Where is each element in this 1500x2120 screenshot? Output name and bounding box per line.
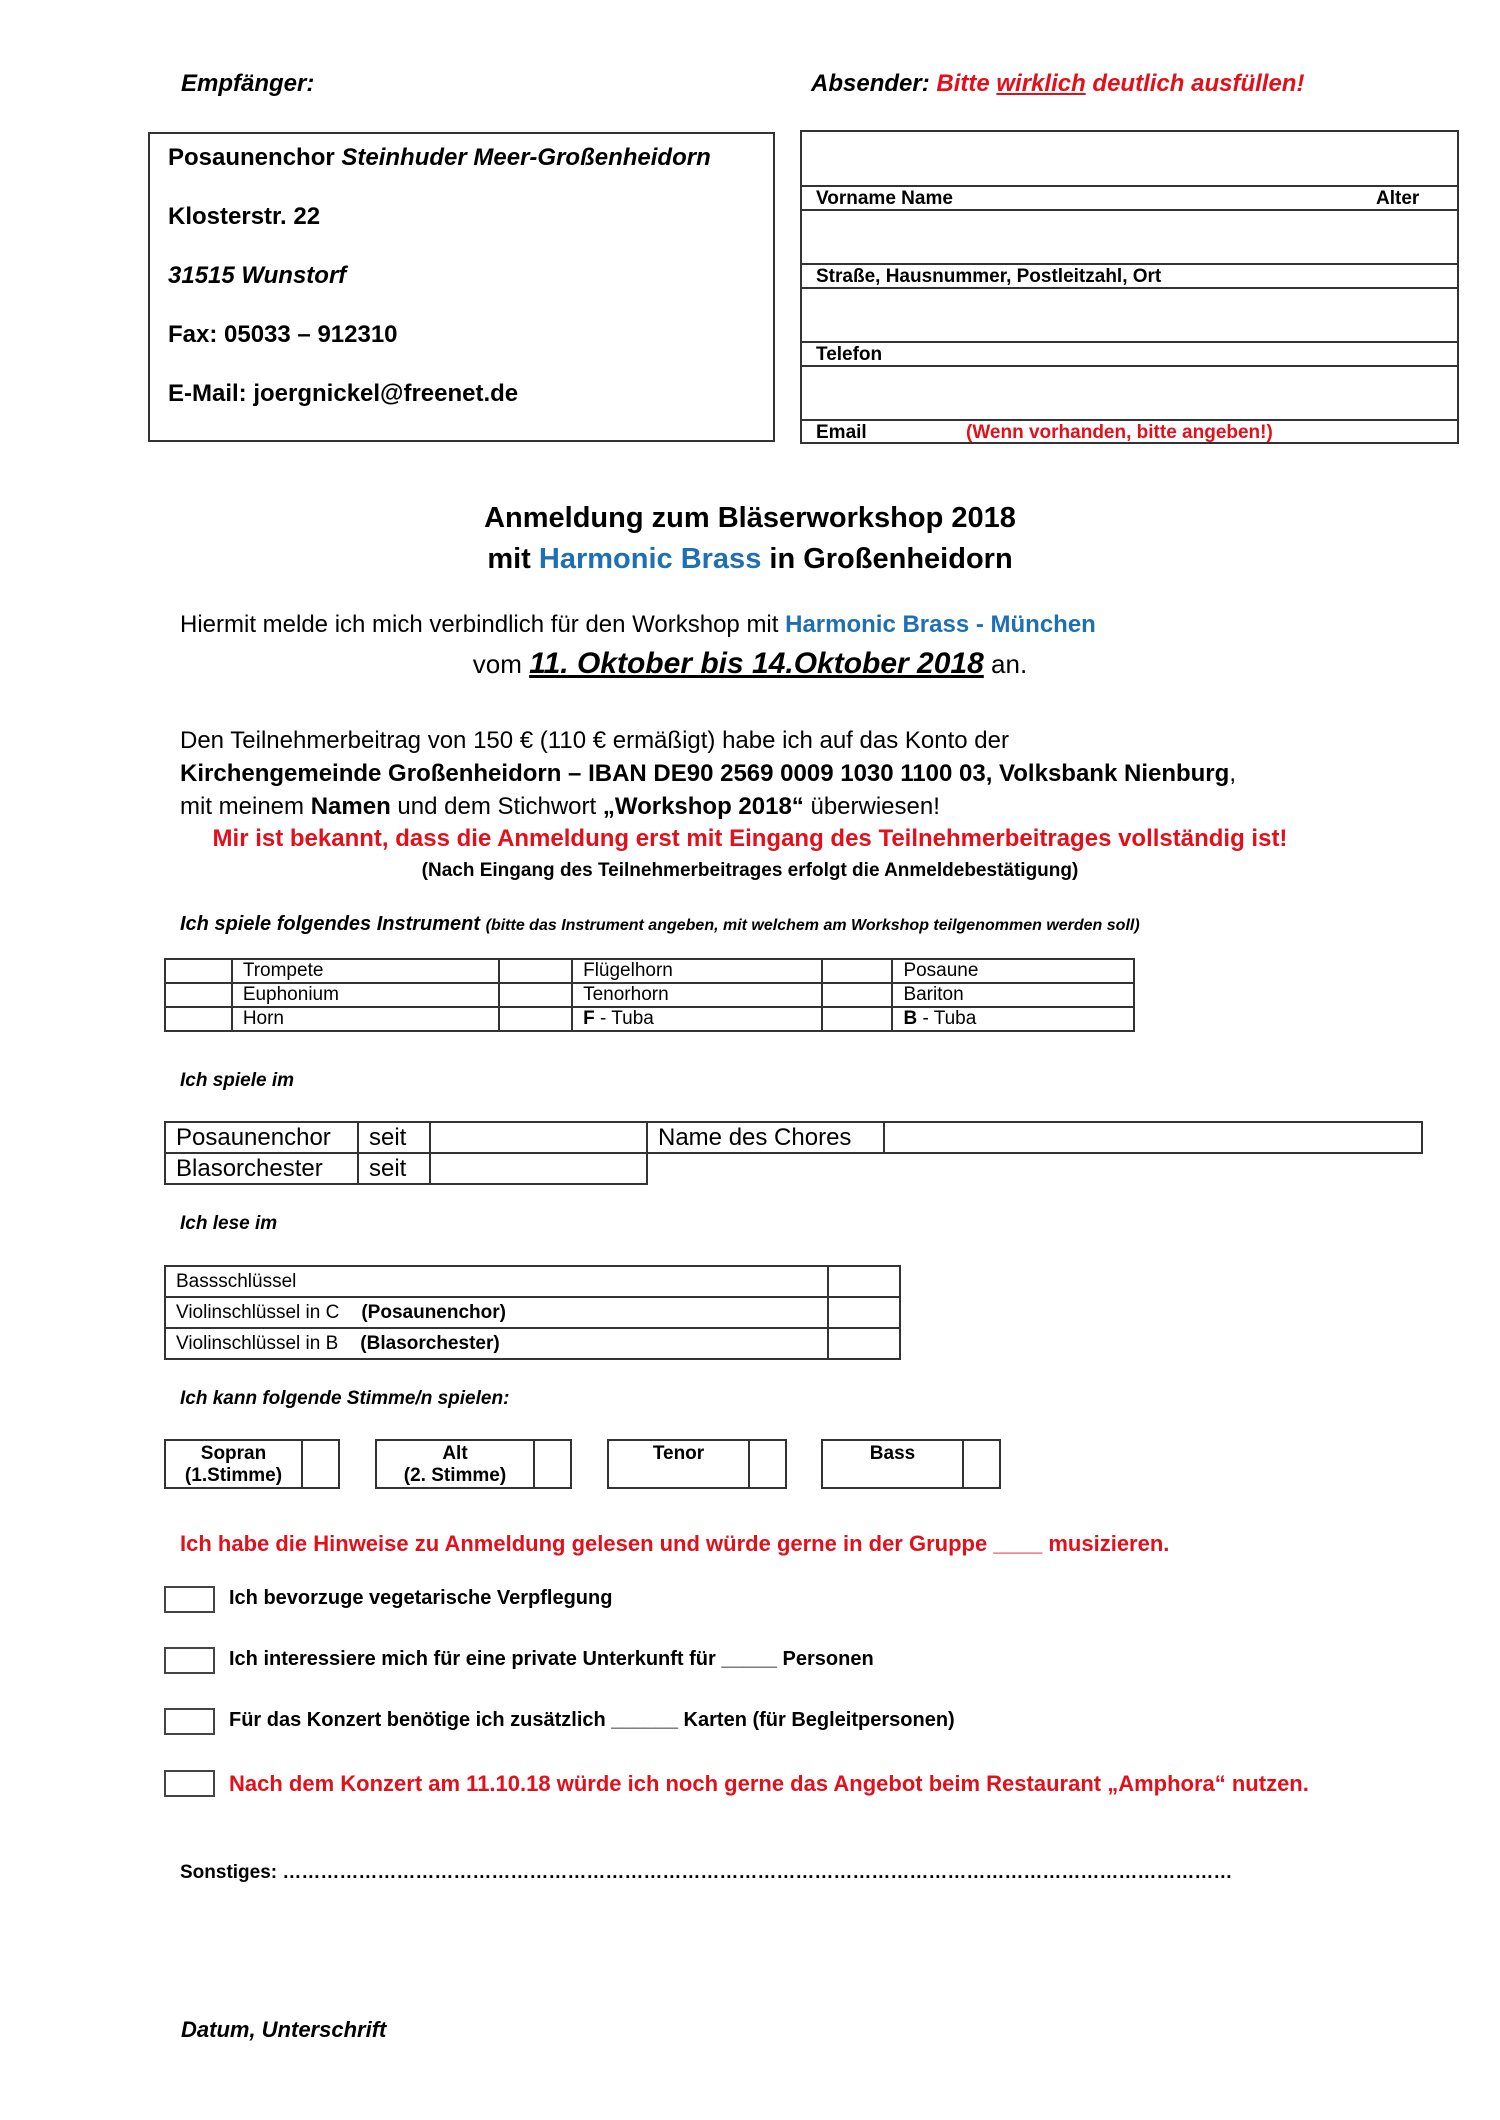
voices-heading: Ich kann folgende Stimme/n spielen:	[180, 1388, 510, 1409]
voice-checkbox[interactable]	[535, 1441, 570, 1487]
intro-text: Hiermit melde ich mich verbindlich für den Workshop mit Harmonic Brass - München	[180, 611, 1096, 638]
sender-form	[800, 130, 1459, 444]
choir-name-table	[646, 1121, 1423, 1154]
recipient-fax: Fax: 05033 – 912310	[168, 321, 398, 348]
choir-name-input[interactable]	[884, 1122, 1422, 1153]
recipient-city: 31515 Wunstorf	[168, 262, 347, 289]
misc-field[interactable]	[180, 1862, 1232, 1884]
option-label: Für das Konzert benötige ich zusätzlich ______ Karten (für Begleitpersonen)	[229, 1709, 955, 1731]
clef-table	[164, 1265, 901, 1360]
phone-input-area[interactable]	[802, 289, 1457, 341]
confirmation-note: (Nach Eingang des Teilnehmerbeitrages erfolgt die Anmeldebestätigung)	[421, 860, 1079, 881]
option-label: Ich bevorzuge vegetarische Verpflegung	[229, 1587, 613, 1609]
instrument-heading: Ich spiele folgendes Instrument (bitte das Instrument angeben, mit welchem am Workshop teilgenommen werden soll)	[180, 913, 1140, 935]
voice-checkbox[interactable]	[750, 1441, 785, 1487]
voice-box-alt	[375, 1439, 572, 1489]
email-field-note: (Wenn vorhanden, bitte angeben!)	[966, 422, 1273, 443]
option-checkbox[interactable]	[164, 1586, 215, 1613]
date-range: 11. Oktober bis 14.Oktober 2018	[529, 647, 984, 680]
page-title: Anmeldung zum Bläserworkshop 2018	[484, 502, 1016, 534]
clef-row	[165, 1297, 900, 1328]
instrument-label: Posaune	[892, 959, 1134, 983]
name-input-area[interactable]	[802, 132, 1457, 185]
brand-name: Harmonic Brass	[538, 543, 762, 575]
misc-label: Sonstiges:	[180, 1862, 278, 1883]
instrument-table	[164, 958, 1135, 1032]
instrument-label: B - Tuba	[892, 1007, 1134, 1031]
sender-note: Bitte wirklich deutlich ausfüllen!	[936, 70, 1305, 97]
instrument-label: Bariton	[892, 983, 1134, 1007]
clef-row	[165, 1328, 900, 1359]
option-label: Nach dem Konzert am 11.10.18 würde ich noch gerne das Angebot beim Restaurant „Amphora“ nutzen.	[229, 1771, 1309, 1796]
phone-field-label: Telefon	[816, 344, 883, 365]
voice-label: Sopran (1.Stimme)	[166, 1441, 303, 1487]
ensemble-heading: Ich spiele im	[180, 1070, 295, 1091]
payment-reference: mit meinem Namen und dem Stichwort „Workshop 2018“ überwiesen!	[180, 793, 940, 820]
ensemble-type-blasorchester: Blasorchester	[165, 1153, 358, 1184]
instrument-checkbox-cell[interactable]	[499, 959, 572, 983]
option-label: Ich interessiere mich für eine private Unterkunft für _____ Personen	[229, 1648, 874, 1670]
instrument-checkbox-cell[interactable]	[499, 1007, 572, 1031]
voice-label: Alt (2. Stimme)	[377, 1441, 535, 1487]
voice-checkbox[interactable]	[964, 1441, 999, 1487]
instrument-row	[165, 959, 1134, 983]
instrument-label: Flügelhorn	[572, 959, 822, 983]
instrument-label: F - Tuba	[572, 1007, 822, 1031]
clef-label: Violinschlüssel in C (Posaunenchor)	[165, 1297, 828, 1328]
option-checkbox[interactable]	[164, 1647, 215, 1674]
clef-label: Bassschlüssel	[165, 1266, 828, 1297]
sender-label-text: Absender:	[811, 70, 930, 97]
voice-box-tenor	[607, 1439, 787, 1489]
instrument-checkbox-cell[interactable]	[499, 983, 572, 1007]
ensemble-type-posaunenchor: Posaunenchor	[165, 1122, 358, 1153]
ensemble-since-label: seit	[358, 1153, 430, 1184]
email-field-label: Email	[816, 422, 867, 443]
clef-heading: Ich lese im	[180, 1213, 278, 1234]
instrument-row	[165, 983, 1134, 1007]
recipient-email: E-Mail: joergnickel@freenet.de	[168, 380, 519, 407]
group-notice: Ich habe die Hinweise zu Anmeldung gelesen und würde gerne in der Gruppe ____ musizieren.	[180, 1531, 1170, 1556]
voice-box-sopran	[164, 1439, 340, 1489]
recipient-street: Klosterstr. 22	[168, 203, 321, 230]
blasorchester-since-input[interactable]	[430, 1153, 647, 1184]
recipient-label: Empfänger:	[181, 70, 315, 97]
option-checkbox[interactable]	[164, 1770, 215, 1797]
instrument-checkbox-cell[interactable]	[165, 959, 232, 983]
instrument-checkbox-cell[interactable]	[822, 983, 893, 1007]
ensemble-table	[164, 1121, 648, 1185]
payment-bank-details: Kirchengemeinde Großenheidorn – IBAN DE90 2569 0009 1030 1100 03, Volksbank Nienburg,	[180, 760, 1236, 787]
clef-checkbox-cell[interactable]	[828, 1266, 900, 1297]
workshop-dates: vom 11. Oktober bis 14.Oktober 2018 an.	[472, 647, 1028, 680]
option-checkbox[interactable]	[164, 1708, 215, 1735]
recipient-org: Posaunenchor Steinhuder Meer-Großenheidorn	[168, 144, 711, 171]
instrument-checkbox-cell[interactable]	[822, 1007, 893, 1031]
instrument-checkbox-cell[interactable]	[822, 959, 893, 983]
instrument-checkbox-cell[interactable]	[165, 983, 232, 1007]
sender-label	[811, 70, 1304, 98]
clef-row	[165, 1266, 900, 1297]
recipient-address-box	[148, 132, 775, 442]
ensemble-since-label: seit	[358, 1122, 430, 1153]
clef-label: Violinschlüssel in B (Blasorchester)	[165, 1328, 828, 1359]
instrument-label: Euphonium	[232, 983, 499, 1007]
name-field-label: Vorname Name	[816, 188, 953, 209]
instrument-label: Trompete	[232, 959, 499, 983]
address-field-label: Straße, Hausnummer, Postleitzahl, Ort	[816, 266, 1162, 287]
payment-warning: Mir ist bekannt, dass die Anmeldung erst mit Eingang des Teilnehmerbeitrages vollständig ist!	[212, 825, 1288, 852]
instrument-label: Horn	[232, 1007, 499, 1031]
instrument-checkbox-cell[interactable]	[165, 1007, 232, 1031]
voice-label: Bass	[823, 1441, 964, 1487]
payment-line-1: Den Teilnehmerbeitrag von 150 € (110 € ermäßigt) habe ich auf das Konto der	[180, 727, 1009, 754]
voice-box-bass	[821, 1439, 1001, 1489]
choir-name-label: Name des Chores	[647, 1122, 884, 1153]
misc-dotted-line: ……………………………………………………………………………………………………………………………………	[282, 1862, 1233, 1883]
clef-checkbox-cell[interactable]	[828, 1297, 900, 1328]
instrument-row	[165, 1007, 1134, 1031]
age-field-label: Alter	[1376, 188, 1420, 209]
voice-label: Tenor	[609, 1441, 750, 1487]
intro-brand: Harmonic Brass - München	[785, 611, 1096, 638]
clef-checkbox-cell[interactable]	[828, 1328, 900, 1359]
page-subtitle: mit Harmonic Brass in Großenheidorn	[487, 543, 1013, 575]
address-input-area[interactable]	[802, 211, 1457, 263]
posaunenchor-since-input[interactable]	[430, 1122, 647, 1153]
signature-label: Datum, Unterschrift	[181, 2017, 387, 2042]
voice-checkbox[interactable]	[303, 1441, 338, 1487]
email-input-area[interactable]	[802, 367, 1457, 419]
instrument-label: Tenorhorn	[572, 983, 822, 1007]
